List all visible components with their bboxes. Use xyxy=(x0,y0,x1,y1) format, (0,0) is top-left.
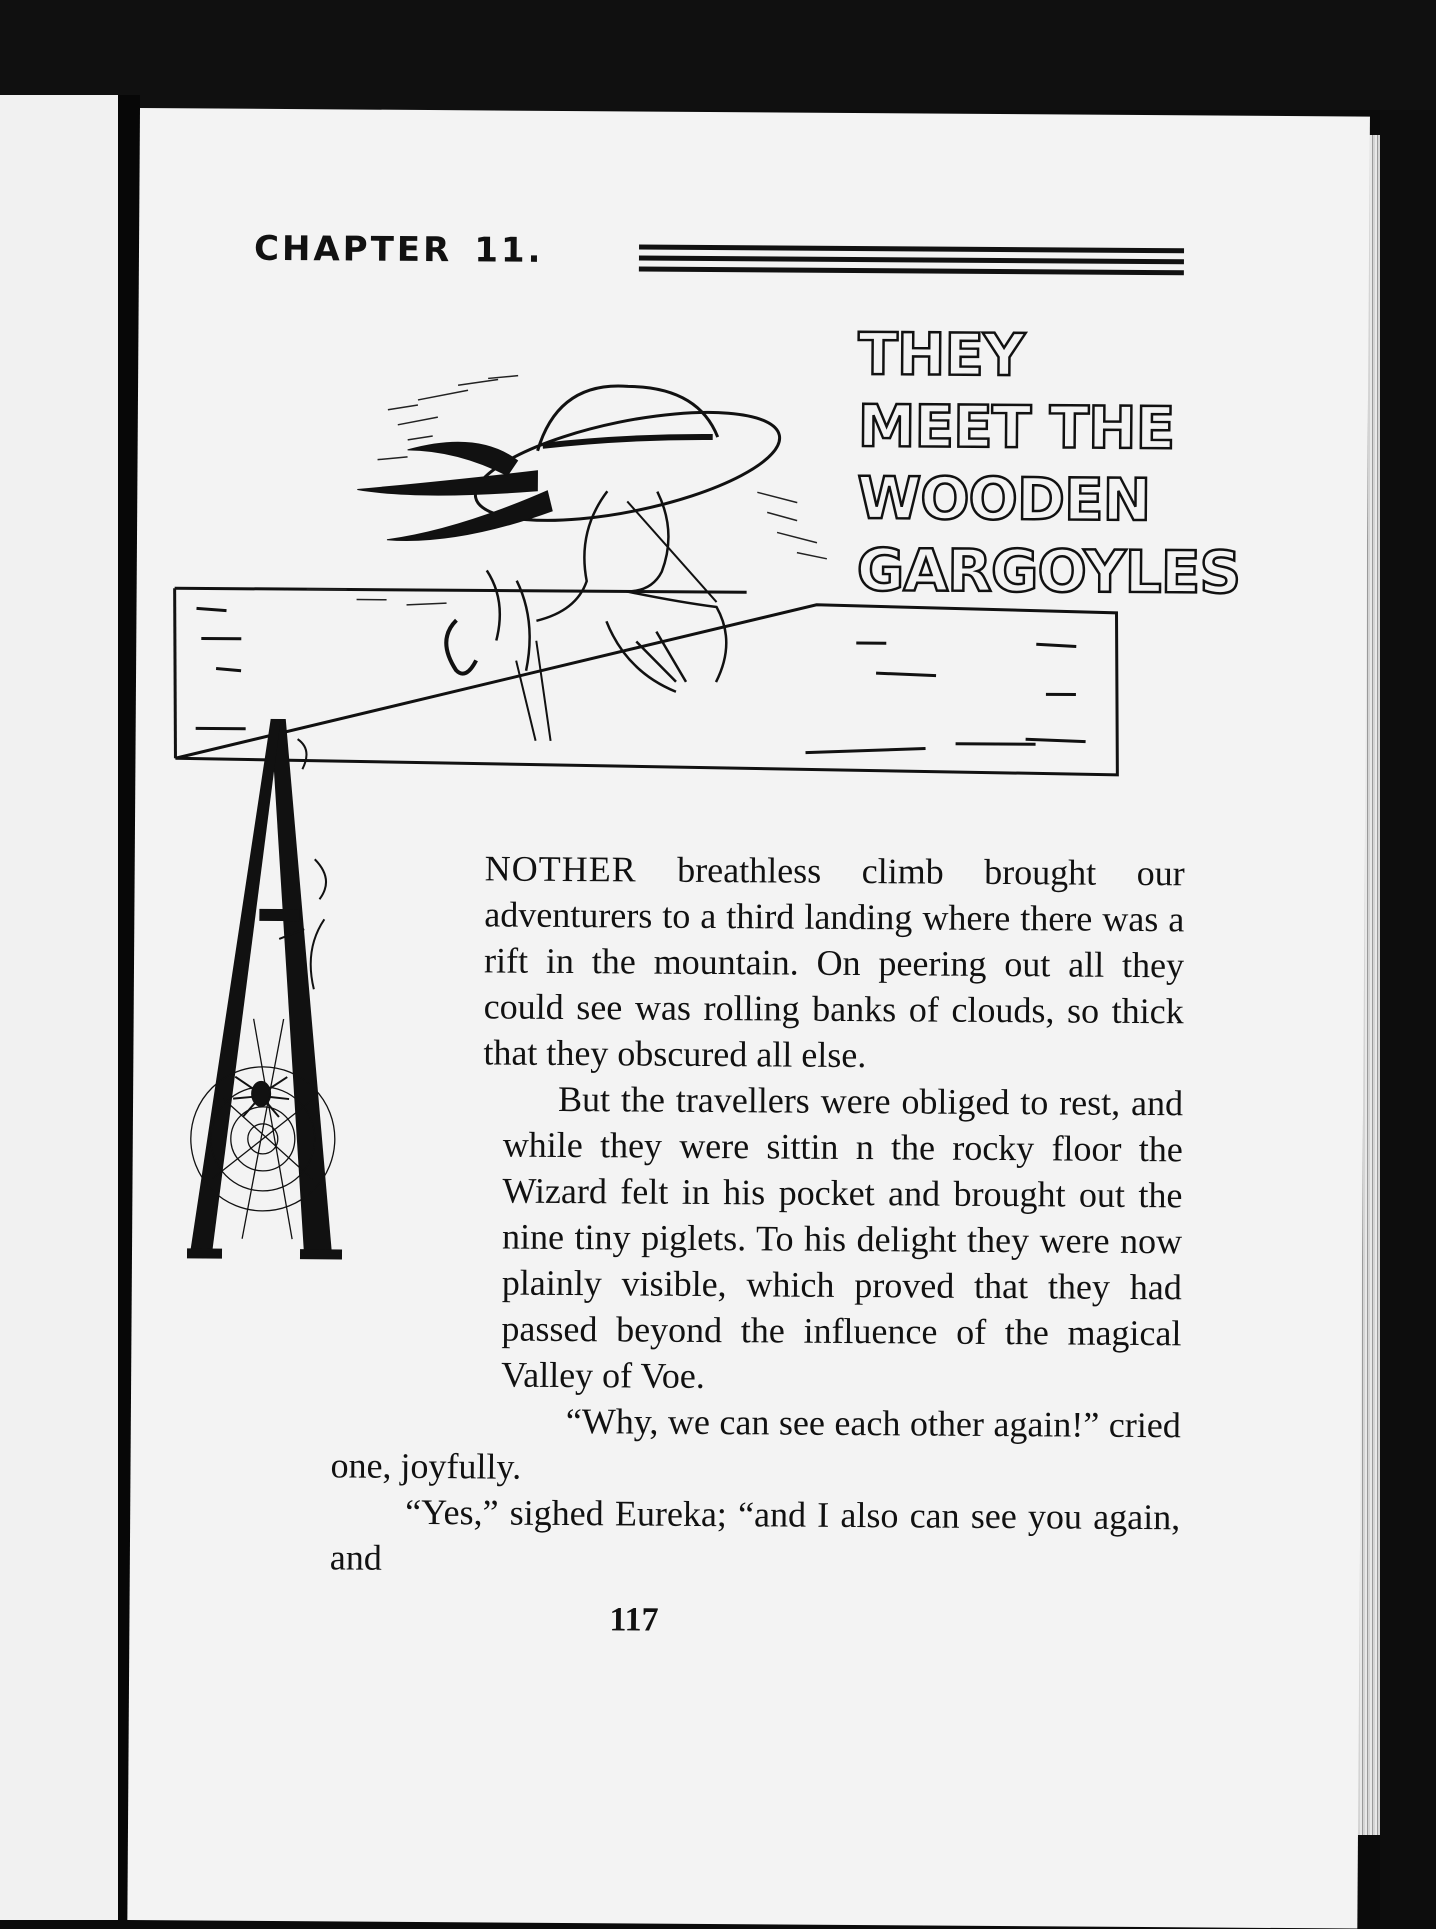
scanner-background xyxy=(0,0,1436,110)
chapter-label: CHAPTER xyxy=(253,228,453,271)
paragraph xyxy=(333,844,1185,1080)
spider-icon xyxy=(233,1077,289,1117)
body-text xyxy=(330,844,1185,1586)
title-line: WOODEN xyxy=(857,464,1151,535)
paragraph: “Yes,” sighed Eureka; “and I also can see you again, and xyxy=(329,1491,1181,1578)
hat xyxy=(466,385,789,603)
facing-page xyxy=(0,95,125,1920)
book-page xyxy=(127,108,1370,1929)
drop-cap-lead-word: NOTHER xyxy=(484,848,637,890)
ribbons xyxy=(357,442,553,542)
page-number: 117 xyxy=(609,1601,659,1639)
chapter-heading xyxy=(254,229,544,271)
chapter-rule xyxy=(639,244,1184,286)
scanner-background-right xyxy=(1380,110,1436,1920)
paragraph-text: breathless climb brought our adventurers to a third landing where there was a rift in the mountain. On peering out all they could see was rolling banks of clouds, so thick that they obscured all else. xyxy=(483,849,1185,1076)
paragraph: “Why, we can see each other again!” cried one, joyfully. xyxy=(330,1401,1181,1487)
chapter-number: 11. xyxy=(474,230,544,271)
paragraph: But the travellers were obliged to rest, and while they were sittin n the rocky floor the Wizard felt in his pocket and brought out the nine tiny piglets. To his delight they were now plainly visible, which proved that they had passed beyond the influence of the magical Valley of Voe. xyxy=(501,1078,1184,1396)
title-line: GARGOYLES xyxy=(856,536,1241,607)
title-line: MEET THE xyxy=(857,392,1175,463)
title-line: THEY xyxy=(858,320,1025,390)
chapter-title xyxy=(856,318,1241,608)
